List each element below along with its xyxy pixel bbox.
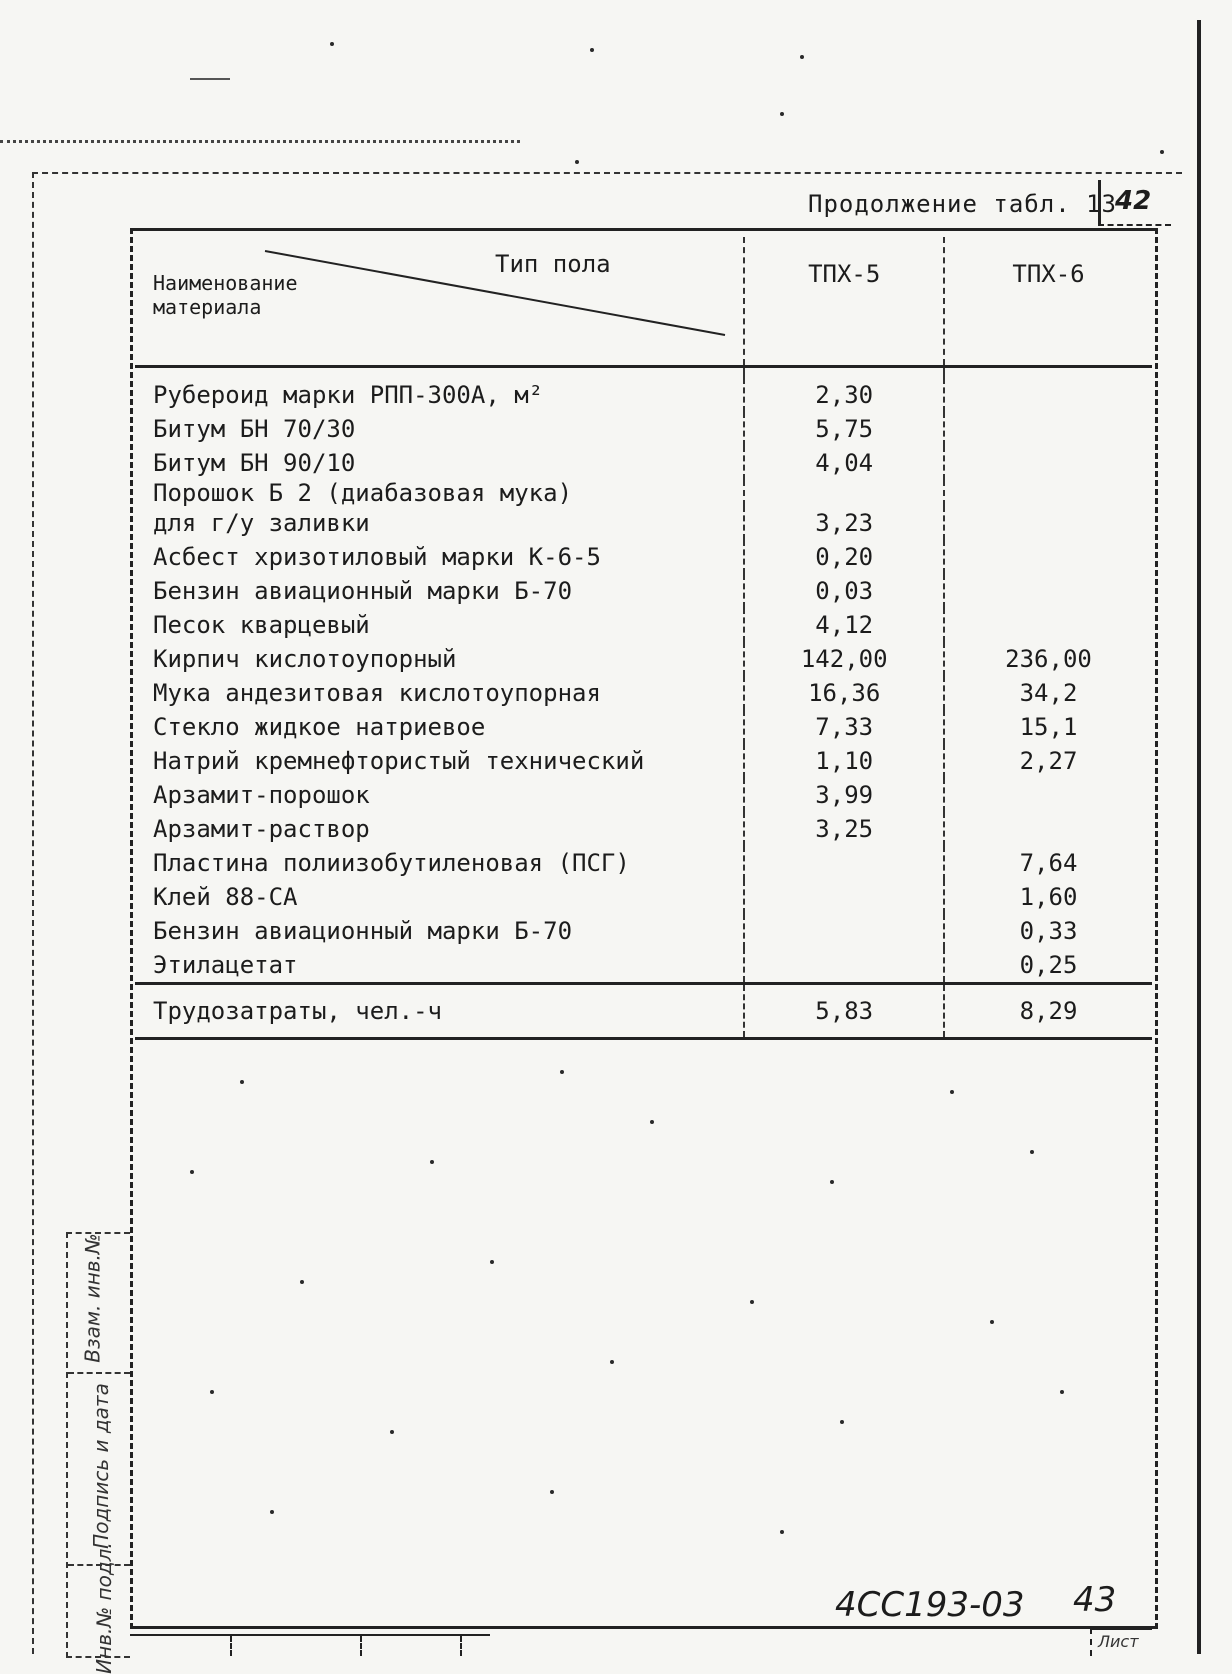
corner-header-cell: [135, 237, 744, 367]
value-tpx5: 1,10: [744, 744, 944, 778]
table-row: [135, 480, 1152, 506]
material-name: Стекло жидкое натриевое: [153, 713, 486, 741]
table-row: [135, 914, 1152, 948]
table-row: [135, 812, 1152, 846]
value-tpx5: 4,04: [744, 446, 944, 480]
total-row: [135, 984, 1152, 1039]
sheet-number-handwritten: 43: [1073, 1580, 1117, 1620]
value-tpx5: 4,12: [744, 608, 944, 642]
value-tpx6: [944, 540, 1152, 574]
material-name: Бензин авиационный марки Б-70: [153, 917, 573, 945]
side-stamp-box: [66, 1232, 130, 1674]
table-row: [135, 846, 1152, 880]
value-tpx5: [744, 948, 944, 984]
total-label: Трудозатраты, чел.-ч: [135, 984, 744, 1039]
materials-table: [135, 237, 1152, 1040]
value-tpx5: [744, 480, 944, 506]
value-tpx5: 142,00: [744, 642, 944, 676]
value-tpx6: [944, 778, 1152, 812]
value-tpx5: [744, 880, 944, 914]
value-tpx6: [944, 506, 1152, 540]
value-tpx5: 3,99: [744, 778, 944, 812]
value-tpx6: [944, 608, 1152, 642]
value-tpx5: 5,75: [744, 412, 944, 446]
value-tpx6: 15,1: [944, 710, 1152, 744]
table-continuation-label: Продолжение табл. 13: [808, 190, 1117, 218]
table-row: [135, 540, 1152, 574]
value-tpx5: 2,30: [744, 378, 944, 412]
value-tpx6: 0,33: [944, 914, 1152, 948]
value-tpx5: 7,33: [744, 710, 944, 744]
scan-artifacts-top: [0, 0, 1232, 160]
table-row: [135, 642, 1152, 676]
table-row: [135, 710, 1152, 744]
value-tpx5: 0,20: [744, 540, 944, 574]
total-value-tpx6: 8,29: [944, 984, 1152, 1039]
material-name: Бензин авиационный марки Б-70: [153, 577, 573, 605]
value-tpx6: 34,2: [944, 676, 1152, 710]
value-tpx6: 1,60: [944, 880, 1152, 914]
value-tpx5: 3,25: [744, 812, 944, 846]
footer-stamp-strip: [130, 1634, 490, 1656]
corner-header-material: Наименование материала: [153, 271, 298, 319]
value-tpx6: 0,25: [944, 948, 1152, 984]
sheet-label-box: [1090, 1628, 1152, 1656]
total-value-tpx5: 5,83: [744, 984, 944, 1039]
col-header-tpx5: ТПХ-5: [744, 237, 944, 367]
value-tpx6: [944, 446, 1152, 480]
material-name: Кирпич кислотоупорный: [153, 645, 457, 673]
value-tpx6: [944, 574, 1152, 608]
outer-frame-top: [32, 172, 1182, 174]
value-tpx6: 2,27: [944, 744, 1152, 778]
table-row: [135, 744, 1152, 778]
table-row: [135, 574, 1152, 608]
table-row: [135, 948, 1152, 984]
material-name: Натрий кремнефтористый технический: [153, 747, 645, 775]
value-tpx5: 3,23: [744, 506, 944, 540]
material-name: Клей 88-СА: [153, 883, 298, 911]
material-name: Битум БН 90/10: [153, 449, 356, 477]
table-row: [135, 446, 1152, 480]
page-number-box: [1098, 180, 1171, 226]
material-name: Пластина полиизобутиленовая (ПСГ): [153, 849, 630, 877]
value-tpx6: [944, 812, 1152, 846]
material-name: Песок кварцевый: [153, 611, 370, 639]
stamp-original-inv: Инв.№ подл.: [91, 1542, 116, 1674]
table-row: [135, 412, 1152, 446]
material-name: Арзамит-раствор: [153, 815, 370, 843]
corner-header-floor-type: Тип пола: [495, 250, 611, 278]
material-name: Порошок Б 2 (диабазовая мука): [153, 479, 573, 507]
scan-edge-line: [1197, 20, 1201, 1654]
document-code: 4СС193-03: [835, 1585, 1025, 1625]
table-row: [135, 676, 1152, 710]
page-number: 42: [1115, 186, 1152, 216]
stamp-replacement-inv: Взам. инв.№: [80, 1233, 105, 1363]
outer-frame-left: [32, 172, 34, 1654]
value-tpx6: [944, 412, 1152, 446]
sheet-label: Лист: [1098, 1632, 1139, 1651]
table-row: [135, 880, 1152, 914]
scan-noise-area: [130, 1060, 1130, 1560]
value-tpx5: 0,03: [744, 574, 944, 608]
value-tpx5: 16,36: [744, 676, 944, 710]
material-name: Рубероид марки РПП-300А, м²: [153, 381, 544, 409]
table-header-row: [135, 237, 1152, 367]
col-header-tpx6: ТПХ-6: [944, 237, 1152, 367]
value-tpx6: 236,00: [944, 642, 1152, 676]
value-tpx6: [944, 480, 1152, 506]
table-row: [135, 378, 1152, 412]
material-name: Мука андезитовая кислотоупорная: [153, 679, 601, 707]
value-tpx5: [744, 846, 944, 880]
stamp-signature-date: Подпись и дата: [88, 1383, 113, 1549]
table-row: [135, 778, 1152, 812]
table-row: [135, 608, 1152, 642]
value-tpx6: [944, 378, 1152, 412]
material-name: для г/у заливки: [153, 509, 370, 537]
material-name: Битум БН 70/30: [153, 415, 356, 443]
material-name: Асбест хризотиловый марки К-6-5: [153, 543, 601, 571]
value-tpx6: 7,64: [944, 846, 1152, 880]
material-name: Этилацетат: [153, 951, 298, 979]
value-tpx5: [744, 914, 944, 948]
table-row: [135, 506, 1152, 540]
material-name: Арзамит-порошок: [153, 781, 370, 809]
